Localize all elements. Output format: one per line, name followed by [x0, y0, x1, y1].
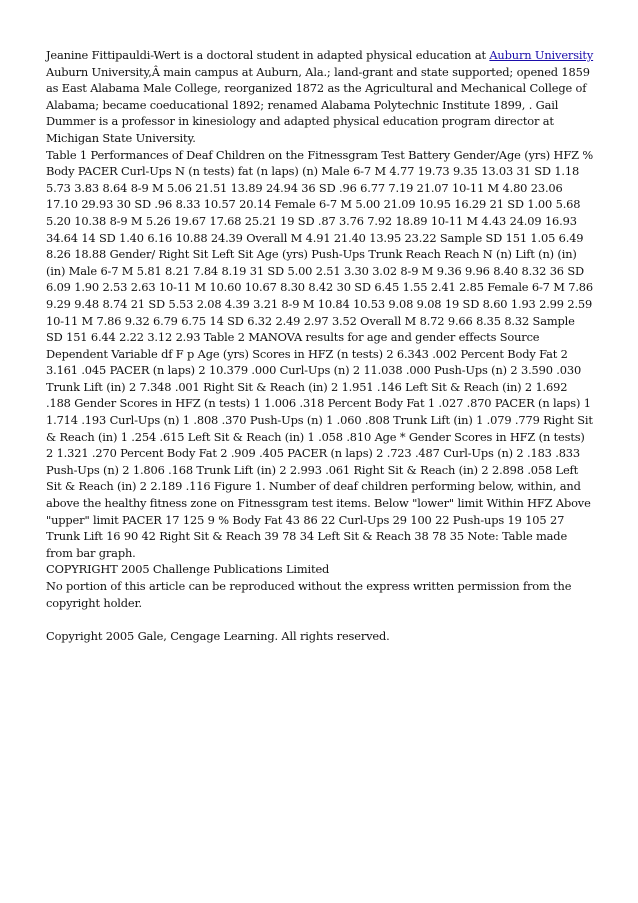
copyright-line: COPYRIGHT 2005 Challenge Publications Limited: [46, 562, 330, 577]
article-tables-text: Table 1 Performances of Deaf Children on the Fitnessgram Test Battery Gender/Age (yrs) HFZ % Body PACER Curl-Ups N (n tests) fat (n laps) (n) Male 6-7 M 4.77 19.73 9.35 13.03 31 SD 1.18 5.73 3.83 8.64 8-9 M 5.06 21.51 13.89 24.94 36 SD .96 6.77 7.19 21.07 10-11 M 4.80 23.06 17.10 29.93 30 SD .96 8.33 10.57 20.14 Female 6-7 M 5.00 21.09 10.95 16.29 21 SD 1.00 5.68 5.20 10.38 8-9 M 5.26 19.67 17.68 25.21 19 SD .87 3.76 7.92 18.89 10-11 M 4.43 24.09 16.93 34.64 14 SD 1.40 6.16 10.88 24.39 Overall M 4.91 21.40 13.95 23.22 Sample SD 151 1.05 6.49 8.26 18.88 Gender/ Right Sit Left Sit Age (yrs) Push-Ups Trunk Reach Reach N (n) Lift (n) (in) (in) Male 6-7 M 5.81 8.21 7.84 8.19 31 SD 5.00 2.51 3.30 3.02 8-9 M 9.36 9.96 8.40 8.32 36 SD 6.09 1.90 2.53 2.63 10-11 M 10.60 10.67 8.30 8.42 30 SD 6.45 1.55 2.41 2.85 Female 6-7 M 7.86 9.29 9.48 8.74 21 SD 5.53 2.08 4.39 3.21 8-9 M 10.84 10.53 9.08 9.08 19 SD 8.60 1.93 2.99 2.59 10-11 M 7.86 9.32 6.79 6.75 14 SD 6.32 2.49 2.97 3.52 Overall M 8.72 9.66 8.35 8.32 Sample SD 151 6.44 2.22 3.12 2.93 Table 2 MANOVA results for age and gender effects Source Dependent Variable df F p Age (yrs) Scores in HFZ (n tests) 2 6.343 .002 Percent Body Fat 2 3.161 .045 PACER (n laps) 2 10.379 .000 Curl-Ups (n) 2 11.038 .000 Push-Ups (n) 2 3.590 .030 Trunk Lift (in) 2 7.348 .001 Right Sit & Reach (in) 2 1.951 .146 Left Sit & Reach (in) 2 1.692 .188 Gender Scores in HFZ (n tests) 1 1.006 .318 Percent Body Fat 1 .027 .870 PACER (n laps) 1 1.714 .193 Curl-Ups (n) 1 .808 .370 Push-Ups (n) 1 .060 .808 Trunk Lift (in) 1 .079 .779 Right Sit & Reach (in) 1 .254 .615 Left Sit & Reach (in) 1 .058 .810 Age * Gender Scores in HFZ (n tests) 2 1.321 .270 Percent Body Fat 2 .909 .405 PACER (n laps) 2 .723 .487 Curl-Ups (n) 2 .183 .833 Push-Ups (n) 2 1.806 .168 Trunk Lift (in) 2 2.993 .061 Right Sit & Reach (in) 2 2.898 .058 Left Sit & Reach (in) 2 2.189 .116 Figure 1. Number of deaf children performing below, within, and above the healthy fitness zone on Fitnessgram test items. Below "lower" limit Within HFZ Above "upper" limit PACER 17 125 9 % Body Fat 43 86 22 Curl-Ups 29 100 22 Push-ups 19 105 27 Trunk Lift 16 90 42 Right Sit & Reach 39 78 34 Left Sit & Reach 38 78 35 Note: Table made from bar graph.: [46, 147, 593, 560]
spacer: [46, 611, 594, 628]
author-bio: [46, 47, 594, 147]
author-intro-text: Jeanine Fittipauldi-Wert is a doctoral student in adapted physical education at: [46, 48, 490, 62]
article-body: [46, 47, 594, 644]
reproduction-notice: No portion of this article can be reproduced without the express written permission from the copyright holder.: [46, 579, 572, 610]
author-bio-continued: Auburn University,Â main campus at Auburn, Ala.; land-grant and state supported; opened 1859 as East Alabama Male College, reorganized 1872 as the Agricultural and Mechanical College of Alabama; became coeducational 1892; renamed Alabama Polytechnic Institute 1899, . Gail Dummer is a professor in kinesiology and adapted physical education program director at Michigan State University.: [46, 64, 590, 145]
gale-copyright: Copyright 2005 Gale, Cengage Learning. All rights reserved.: [46, 628, 390, 643]
auburn-university-link[interactable]: Auburn University: [489, 48, 594, 62]
